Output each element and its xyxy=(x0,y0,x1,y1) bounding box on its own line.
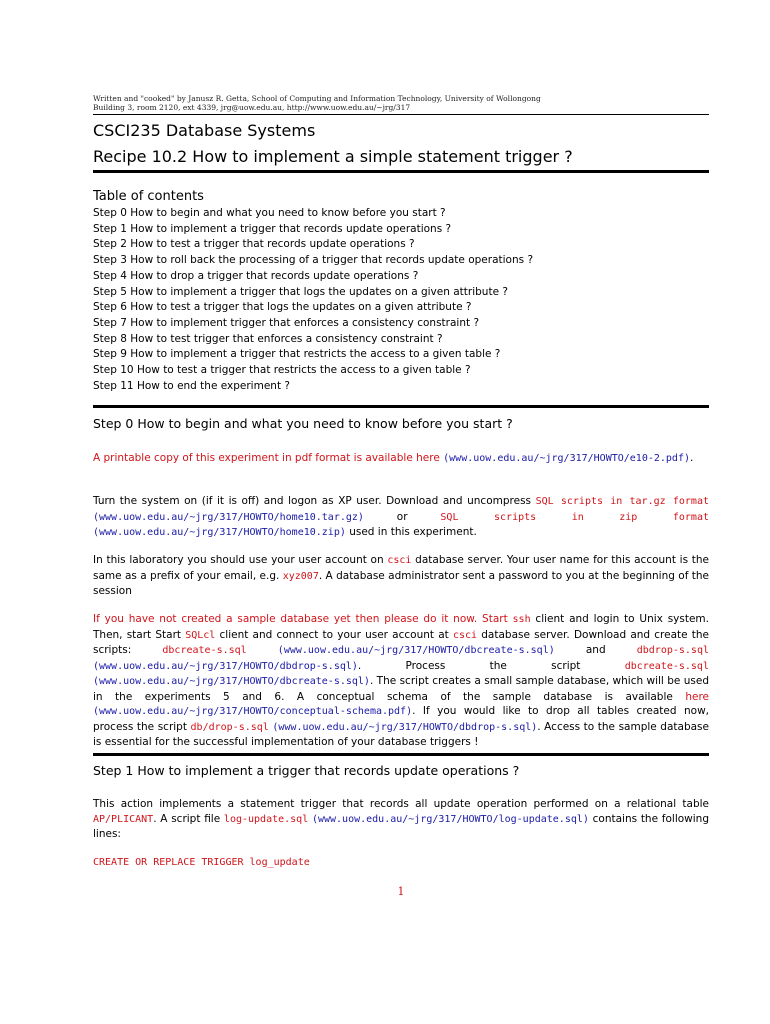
dbcreate-link-2[interactable]: dbcreate-s.sql xyxy=(624,660,709,672)
create-db-warning: If you have not created a sample database yet then please do it now. Start xyxy=(93,613,508,625)
db-text-g: . Access to the sample database is essential for the successful implementation of your database triggers ! xyxy=(93,720,709,748)
db-text-c: database server. Download and create the scripts: xyxy=(93,628,710,656)
toc-item[interactable]: Step 0 How to begin and what you need to know before you start ? xyxy=(93,207,446,219)
account-text: In this laboratory you should use your user account on xyxy=(93,554,384,566)
db-text-f: . If you would like to drop all tables created now, process the script xyxy=(93,705,709,733)
ssh-term: ssh xyxy=(512,614,531,625)
account-text-2: database server. Your user name for this account is the same as a prefix of your email, e.g. xyxy=(93,554,709,582)
dbdrop-link-2[interactable]: db/drop-s.sql xyxy=(190,721,269,733)
pdf-url[interactable]: (www.uow.edu.au/~jrg/317/HOWTO/e10-2.pdf) xyxy=(443,453,690,464)
db-text-e: . The script creates a small sample database, which will be used in the experiments 5 and 6. A conceptual schema of the sample database is available xyxy=(93,675,709,703)
step0-download-paragraph xyxy=(93,494,709,541)
pdf-period: . xyxy=(689,452,694,464)
contact-line: Building 3, room 2120, ext 4339, jrg@uow.edu.au, http://www.uow.edu.au/~jrg/317 xyxy=(93,103,411,112)
course-title: CSCI235 Database Systems xyxy=(93,121,316,140)
step1-text-b: . A script file xyxy=(153,812,221,825)
csci-term: csci xyxy=(387,555,412,566)
db-text-b: client and connect to your user account at xyxy=(219,628,449,641)
dbdrop-url[interactable]: (www.uow.edu.au/~jrg/317/HOWTO/dbdrop-s.sql) xyxy=(93,660,358,672)
download-end: used in this experiment. xyxy=(349,526,477,538)
step0-account-paragraph xyxy=(93,553,709,599)
toc-item[interactable]: Step 1 How to implement a trigger that records update operations ? xyxy=(93,222,452,235)
zip-url[interactable]: (www.uow.edu.au/~jrg/317/HOWTO/home10.zip) xyxy=(93,527,346,538)
dbdrop-url-2[interactable]: (www.uow.edu.au/~jrg/317/HOWTO/dbdrop-s.sql) xyxy=(272,721,538,733)
log-update-link[interactable]: log-update.sql xyxy=(223,813,309,825)
step0-rule xyxy=(93,405,709,408)
toc-item[interactable]: Step 5 How to implement a trigger that logs the updates on a given attribute ? xyxy=(93,285,508,298)
step1-rule xyxy=(93,753,709,756)
sqlcl-term: SQLcl xyxy=(185,629,216,641)
recipe-title: Recipe 10.2 How to implement a simple statement trigger ? xyxy=(93,147,573,166)
dbcreate-url-2[interactable]: (www.uow.edu.au/~jrg/317/HOWTO/dbcreate-s.sql) xyxy=(93,676,370,687)
download-text: Turn the system on (if it is off) and logon as XP user. Download and uncompress xyxy=(93,495,532,507)
tar-link[interactable]: SQL scripts in tar.gz format xyxy=(535,496,709,507)
step1-heading: Step 1 How to implement a trigger that records update operations ? xyxy=(93,763,520,778)
schema-url[interactable]: (www.uow.edu.au/~jrg/317/HOWTO/conceptual-schema.pdf) xyxy=(93,706,413,717)
applicant-table: AP/PLICANT xyxy=(93,813,154,825)
title-rule xyxy=(93,170,709,173)
table-of-contents xyxy=(93,206,533,394)
step1-paragraph xyxy=(93,797,709,842)
db-text-d: . Process the script xyxy=(357,659,581,672)
toc-item[interactable]: Step 3 How to roll back the processing of a trigger that records update operations ? xyxy=(93,254,534,267)
csci-term: csci xyxy=(452,629,478,641)
code-line: CREATE OR REPLACE TRIGGER log_update xyxy=(93,857,310,868)
toc-item[interactable]: Step 6 How to test a trigger that logs the updates on a given attribute ? xyxy=(93,301,472,314)
tar-url[interactable]: (www.uow.edu.au/~jrg/317/HOWTO/home10.tar.gz) xyxy=(93,511,364,523)
dbcreate-link[interactable]: dbcreate-s.sql xyxy=(162,645,247,656)
log-update-url[interactable]: (www.uow.edu.au/~jrg/317/HOWTO/log-update.sql) xyxy=(311,813,589,825)
toc-item[interactable]: Step 2 How to test a trigger that records update operations ? xyxy=(93,238,415,251)
toc-item[interactable]: Step 11 How to end the experiment ? xyxy=(93,379,290,392)
toc-item[interactable]: Step 7 How to implement trigger that enforces a consistency constraint ? xyxy=(93,316,480,329)
and-text: and xyxy=(585,644,606,656)
pdf-link[interactable]: A printable copy of this experiment in pdf format is available here xyxy=(93,452,440,464)
step0-pdf-paragraph xyxy=(93,451,709,467)
or-text: or xyxy=(396,510,408,523)
zip-link[interactable]: SQL scripts in zip format xyxy=(440,511,709,523)
step0-heading: Step 0 How to begin and what you need to know before you start ? xyxy=(93,416,513,431)
toc-item[interactable]: Step 9 How to implement a trigger that restricts the access to a given table ? xyxy=(93,348,501,361)
toc-item[interactable]: Step 4 How to drop a trigger that records update operations ? xyxy=(93,269,419,282)
dbcreate-url[interactable]: (www.uow.edu.au/~jrg/317/HOWTO/dbcreate-s.sql) xyxy=(277,645,555,656)
toc-item[interactable]: Step 8 How to test trigger that enforces a consistency constraint ? xyxy=(93,332,443,345)
toc-heading: Table of contents xyxy=(93,189,204,204)
author-header xyxy=(93,94,709,112)
account-text-3: . A database administrator sent a password to you at the beginning of the session xyxy=(93,569,709,597)
step1-text-a: This action implements a statement trigger that records all update operation performed on a relational table xyxy=(93,798,709,810)
dbdrop-link[interactable]: dbdrop-s.sql xyxy=(636,645,709,656)
step1-text-c: contains the following lines: xyxy=(93,812,709,840)
step0-database-paragraph xyxy=(93,612,709,750)
schema-link[interactable]: here xyxy=(685,690,709,703)
header-rule xyxy=(93,114,709,115)
author-line: Written and "cooked" by Janusz R. Getta, School of Computing and Information Technology, University of Wollongong xyxy=(93,94,541,103)
page-number: 1 xyxy=(397,885,405,898)
db-text-a: client and login to Unix system. Then, start Start xyxy=(93,613,709,641)
toc-item[interactable]: Step 10 How to test a trigger that restricts the access to a given table ? xyxy=(93,364,471,377)
username-example: xyz007 xyxy=(282,570,319,582)
